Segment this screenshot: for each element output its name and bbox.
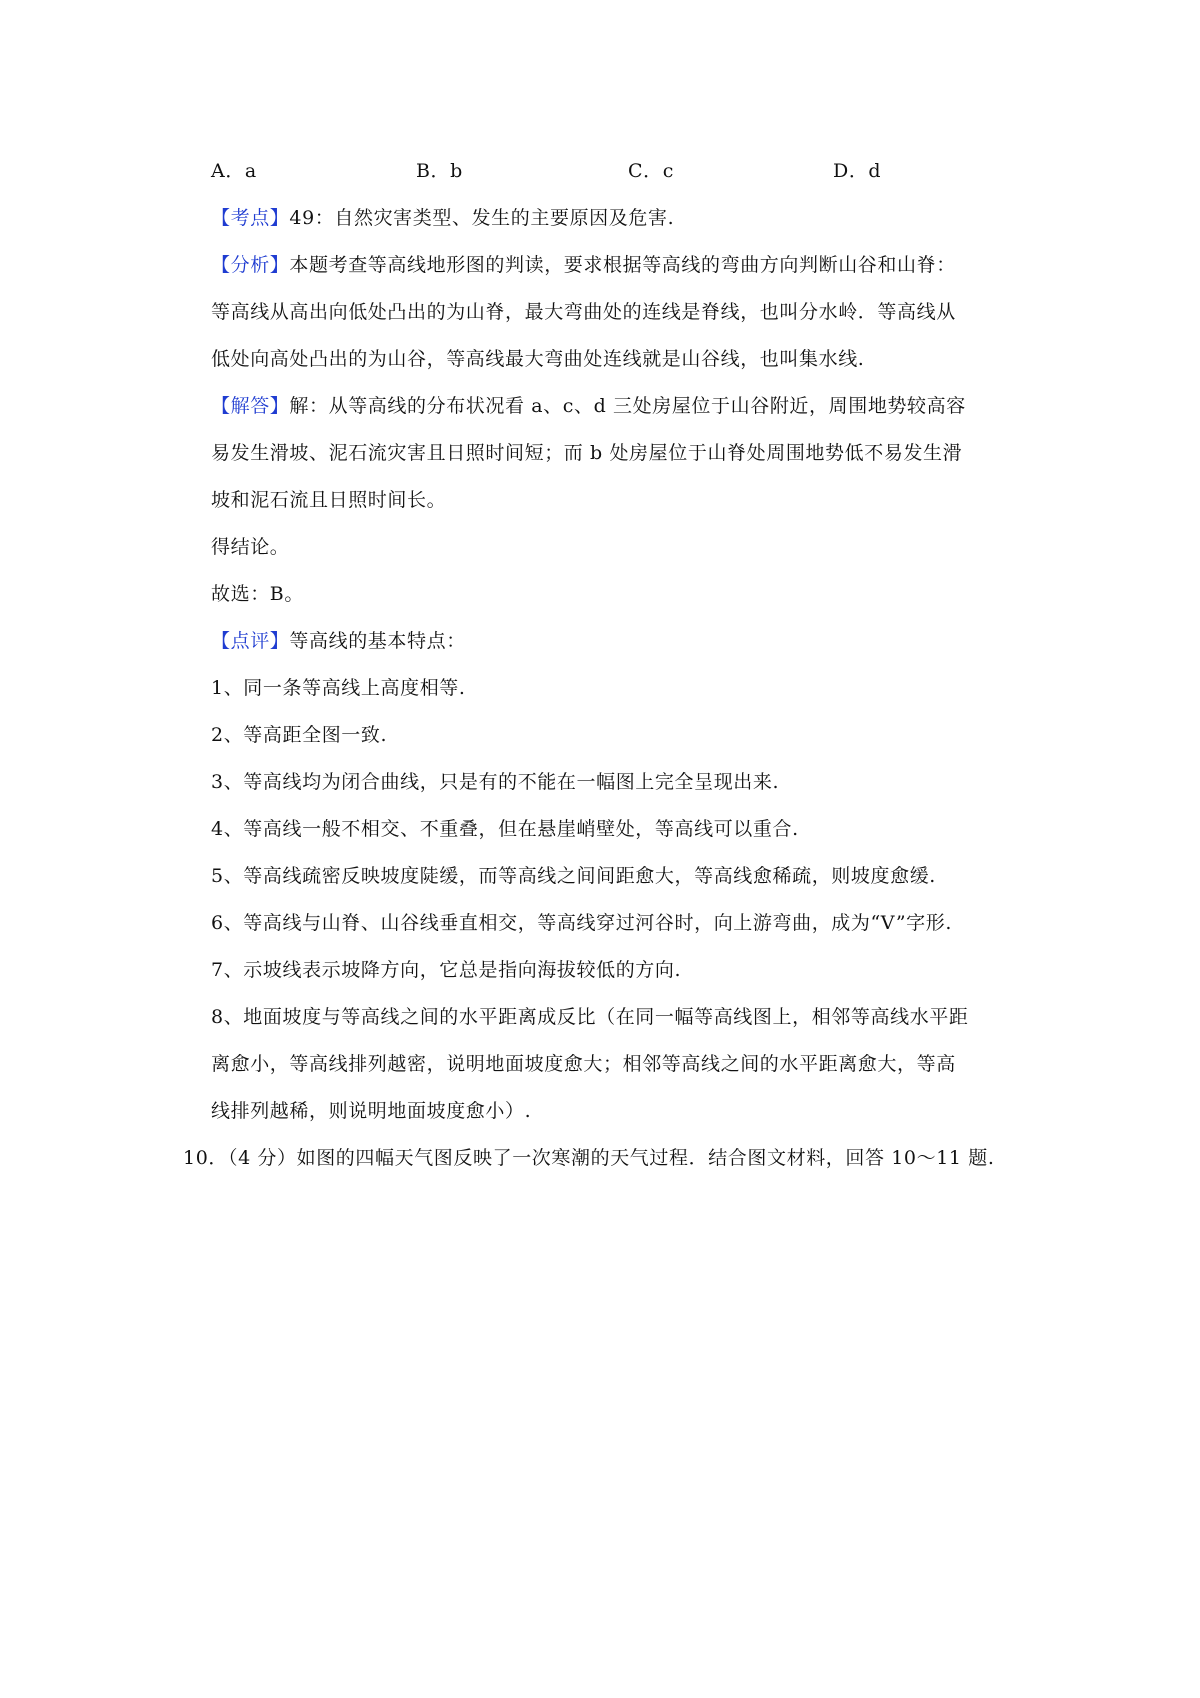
dianping-item-8-line-1: 8、地面坡度与等高线之间的水平距离成反比（在同一幅等高线图上，相邻等高线水平距 [211, 1006, 969, 1028]
jieda-tag: 【解答】 [211, 395, 290, 417]
jieda-line-2: 易发生滑坡、泥石流灾害且日照时间短；而 b 处房屋位于山脊处周围地势低不易发生滑 [211, 442, 963, 464]
dianping-intro: 等高线的基本特点： [289, 630, 466, 652]
option-a: A．a [211, 160, 257, 182]
fenxi-text-1: 本题考查等高线地形图的判读，要求根据等高线的弯曲方向判断山谷和山脊： [289, 254, 956, 276]
jieda-text-1: 解：从等高线的分布状况看 a、c、d 三处房屋位于山谷附近，周围地势较高容 [289, 395, 966, 417]
jieda-answer: 故选：B。 [211, 583, 304, 605]
option-b: B．b [416, 160, 463, 182]
dianping-line [211, 629, 466, 653]
fenxi-line-1 [211, 253, 956, 277]
dianping-item-2: 2、等高距全图一致. [211, 724, 388, 746]
jieda-line-1 [211, 394, 966, 418]
kaodian-tag: 【考点】 [211, 207, 290, 229]
option-d: D．d [833, 160, 882, 182]
dianping-item-8-line-3: 线排列越稀，则说明地面坡度愈小）. [211, 1100, 532, 1122]
dianping-item-8-line-2: 离愈小，等高线排列越密，说明地面坡度愈大；相邻等高线之间的水平距离愈大，等高 [211, 1053, 956, 1075]
question-10: 10．（4 分）如图的四幅天气图反映了一次寒潮的天气过程．结合图文材料，回答 10～11 题. [183, 1147, 995, 1169]
fenxi-tag: 【分析】 [211, 254, 290, 276]
dianping-item-4: 4、等高线一般不相交、不重叠，但在悬崖峭壁处，等高线可以重合. [211, 818, 799, 840]
jieda-line-3: 坡和泥石流且日照时间长。 [211, 489, 447, 511]
dianping-item-5: 5、等高线疏密反映坡度陡缓，而等高线之间间距愈大，等高线愈稀疏，则坡度愈缓. [211, 865, 936, 887]
dianping-item-1: 1、同一条等高线上高度相等. [211, 677, 466, 699]
dianping-item-6: 6、等高线与山脊、山谷线垂直相交，等高线穿过河谷时，向上游弯曲，成为“V”字形. [211, 912, 952, 934]
option-c: C．c [628, 160, 674, 182]
fenxi-line-2: 等高线从高出向低处凸出的为山脊，最大弯曲处的连线是脊线，也叫分水岭．等高线从 [211, 301, 956, 323]
jieda-conclusion: 得结论。 [211, 536, 290, 558]
dianping-item-7: 7、示坡线表示坡降方向，它总是指向海拔较低的方向. [211, 959, 682, 981]
fenxi-line-3: 低处向高处凸出的为山谷，等高线最大弯曲处连线就是山谷线，也叫集水线. [211, 348, 865, 370]
kaodian-line [211, 206, 674, 230]
dianping-item-3: 3、等高线均为闭合曲线，只是有的不能在一幅图上完全呈现出来. [211, 771, 780, 793]
kaodian-text: 49：自然灾害类型、发生的主要原因及危害. [289, 207, 675, 229]
dianping-tag: 【点评】 [211, 630, 290, 652]
